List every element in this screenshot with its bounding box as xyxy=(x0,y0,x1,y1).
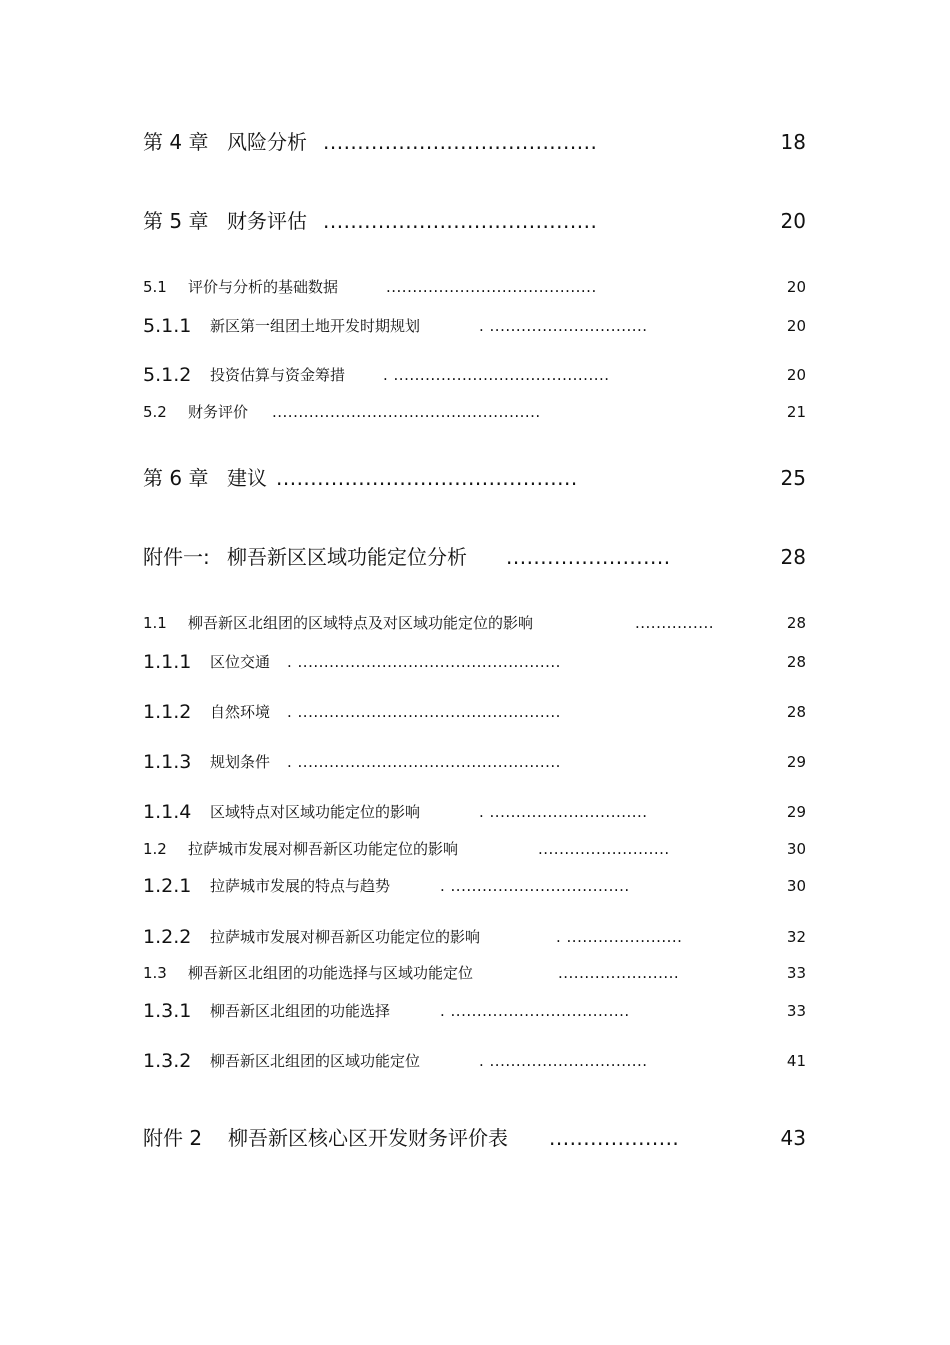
toc-number: 1.3 xyxy=(143,964,167,982)
toc-title: 财务评估 xyxy=(227,209,307,233)
toc-leader: ....................... xyxy=(558,964,680,982)
toc-entry-section-5-1 xyxy=(143,272,806,302)
toc-leader: . .................................................. xyxy=(287,653,561,671)
toc-page-number: 32 xyxy=(786,928,806,946)
toc-number: 1.1.2 xyxy=(143,701,192,723)
toc-title: 柳吾新区北组团的功能选择与区域功能定位 xyxy=(188,964,474,982)
toc-page-number: 41 xyxy=(786,1052,806,1070)
toc-title: 风险分析 xyxy=(227,130,307,154)
toc-page-number: 30 xyxy=(786,840,806,858)
toc-entry-appendix-1 xyxy=(143,542,806,572)
toc-page-number: 20 xyxy=(786,317,806,335)
toc-leader: . .................................. xyxy=(440,877,630,895)
toc-leader: . .............................. xyxy=(479,803,648,821)
toc-entry-subsection-1-2-1 xyxy=(143,871,806,901)
toc-entry-subsection-1-1-2 xyxy=(143,697,806,727)
toc-leader: ................................................... xyxy=(272,403,541,421)
toc-page-number: 30 xyxy=(786,877,806,895)
toc-page-number: 28 xyxy=(786,653,806,671)
toc-leader: ........................................ xyxy=(323,130,598,154)
toc-title: 拉萨城市发展对柳吾新区功能定位的影响 xyxy=(188,840,459,858)
toc-page-number: 43 xyxy=(780,1126,806,1150)
toc-title: 区域特点对区域功能定位的影响 xyxy=(210,803,421,821)
toc-page-number: 20 xyxy=(786,278,806,296)
toc-leader: . .................................. xyxy=(440,1002,630,1020)
toc-leader: ........................ xyxy=(506,545,671,569)
toc-page-number: 20 xyxy=(780,209,806,233)
toc-entry-subsection-1-3-2 xyxy=(143,1046,806,1076)
toc-leader: . .............................. xyxy=(479,317,648,335)
toc-leader: ......................... xyxy=(538,840,670,858)
toc-entry-section-1-3 xyxy=(143,958,806,988)
toc-number: 1.2.2 xyxy=(143,926,192,948)
toc-leader: ............... xyxy=(635,614,715,632)
toc-leader: . .............................. xyxy=(479,1052,648,1070)
toc-title: 拉萨城市发展对柳吾新区功能定位的影响 xyxy=(210,928,481,946)
toc-page-number: 33 xyxy=(786,1002,806,1020)
toc-leader: ........................................ xyxy=(323,209,598,233)
toc-entry-chapter-4 xyxy=(143,127,806,157)
toc-number: 5.1 xyxy=(143,278,167,296)
toc-leader: . ......................................... xyxy=(383,366,610,384)
toc-entry-subsection-1-1-1 xyxy=(143,647,806,677)
toc-number: 1.2.1 xyxy=(143,875,192,897)
toc-entry-subsection-1-2-2 xyxy=(143,922,806,952)
toc-title: 柳吾新区北组团的区域特点及对区域功能定位的影响 xyxy=(188,614,534,632)
toc-page-number: 18 xyxy=(780,130,806,154)
toc-entry-section-1-2 xyxy=(143,834,806,864)
toc-entry-subsection-1-3-1 xyxy=(143,996,806,1026)
toc-leader: ................... xyxy=(549,1126,680,1150)
toc-number: 第 4 章 xyxy=(143,130,209,154)
toc-number: 5.1.2 xyxy=(143,364,192,386)
toc-title: 财务评价 xyxy=(188,403,249,421)
toc-number: 5.2 xyxy=(143,403,167,421)
toc-number: 1.2 xyxy=(143,840,167,858)
toc-page-number: 28 xyxy=(786,614,806,632)
toc-page-number: 25 xyxy=(780,466,806,490)
toc-number: 第 5 章 xyxy=(143,209,209,233)
toc-title: 柳吾新区区域功能定位分析 xyxy=(227,545,467,569)
toc-title: 柳吾新区核心区开发财务评价表 xyxy=(228,1126,508,1150)
toc-number: 附件 2 xyxy=(143,1126,203,1150)
toc-page-number: 29 xyxy=(786,753,806,771)
toc-entry-subsection-1-1-3 xyxy=(143,747,806,777)
toc-title: 规划条件 xyxy=(210,753,271,771)
toc-title: 投资估算与资金筹措 xyxy=(210,366,346,384)
toc-title: 评价与分析的基础数据 xyxy=(188,278,339,296)
toc-entry-chapter-6 xyxy=(143,463,806,493)
toc-title: 柳吾新区北组团的功能选择 xyxy=(210,1002,391,1020)
toc-entry-section-1-1 xyxy=(143,608,806,638)
toc-title: 自然环境 xyxy=(210,703,271,721)
toc-title: 柳吾新区北组团的区域功能定位 xyxy=(210,1052,421,1070)
toc-leader: . .................................................. xyxy=(287,703,561,721)
toc-leader: ........................................ xyxy=(386,278,597,296)
toc-entry-chapter-5 xyxy=(143,206,806,236)
toc-number: 第 6 章 xyxy=(143,466,209,490)
toc-leader: . .................................................. xyxy=(287,753,561,771)
toc-entry-subsection-5-1-2 xyxy=(143,360,806,390)
toc-title: 拉萨城市发展的特点与趋势 xyxy=(210,877,391,895)
toc-page-number: 21 xyxy=(786,403,806,421)
toc-entry-section-5-2 xyxy=(143,397,806,427)
toc-entry-subsection-5-1-1 xyxy=(143,311,806,341)
toc-number: 附件一: xyxy=(143,545,210,569)
toc-page-number: 33 xyxy=(786,964,806,982)
toc-page-number: 20 xyxy=(786,366,806,384)
toc-number: 1.1.4 xyxy=(143,801,192,823)
toc-number: 1.1.1 xyxy=(143,651,192,673)
toc-title: 新区第一组团土地开发时期规划 xyxy=(210,317,421,335)
toc-page-number: 28 xyxy=(780,545,806,569)
toc-title: 区位交通 xyxy=(210,653,271,671)
toc-number: 1.1.3 xyxy=(143,751,192,773)
toc-number: 1.1 xyxy=(143,614,167,632)
toc-title: 建议 xyxy=(227,466,267,490)
toc-number: 1.3.1 xyxy=(143,1000,192,1022)
toc-number: 5.1.1 xyxy=(143,315,192,337)
toc-leader: ............................................ xyxy=(276,466,578,490)
toc-page-number: 28 xyxy=(786,703,806,721)
toc-entry-subsection-1-1-4 xyxy=(143,797,806,827)
toc-number: 1.3.2 xyxy=(143,1050,192,1072)
toc-page-number: 29 xyxy=(786,803,806,821)
toc-entry-appendix-2 xyxy=(143,1123,806,1153)
toc-leader: . ...................... xyxy=(556,928,683,946)
